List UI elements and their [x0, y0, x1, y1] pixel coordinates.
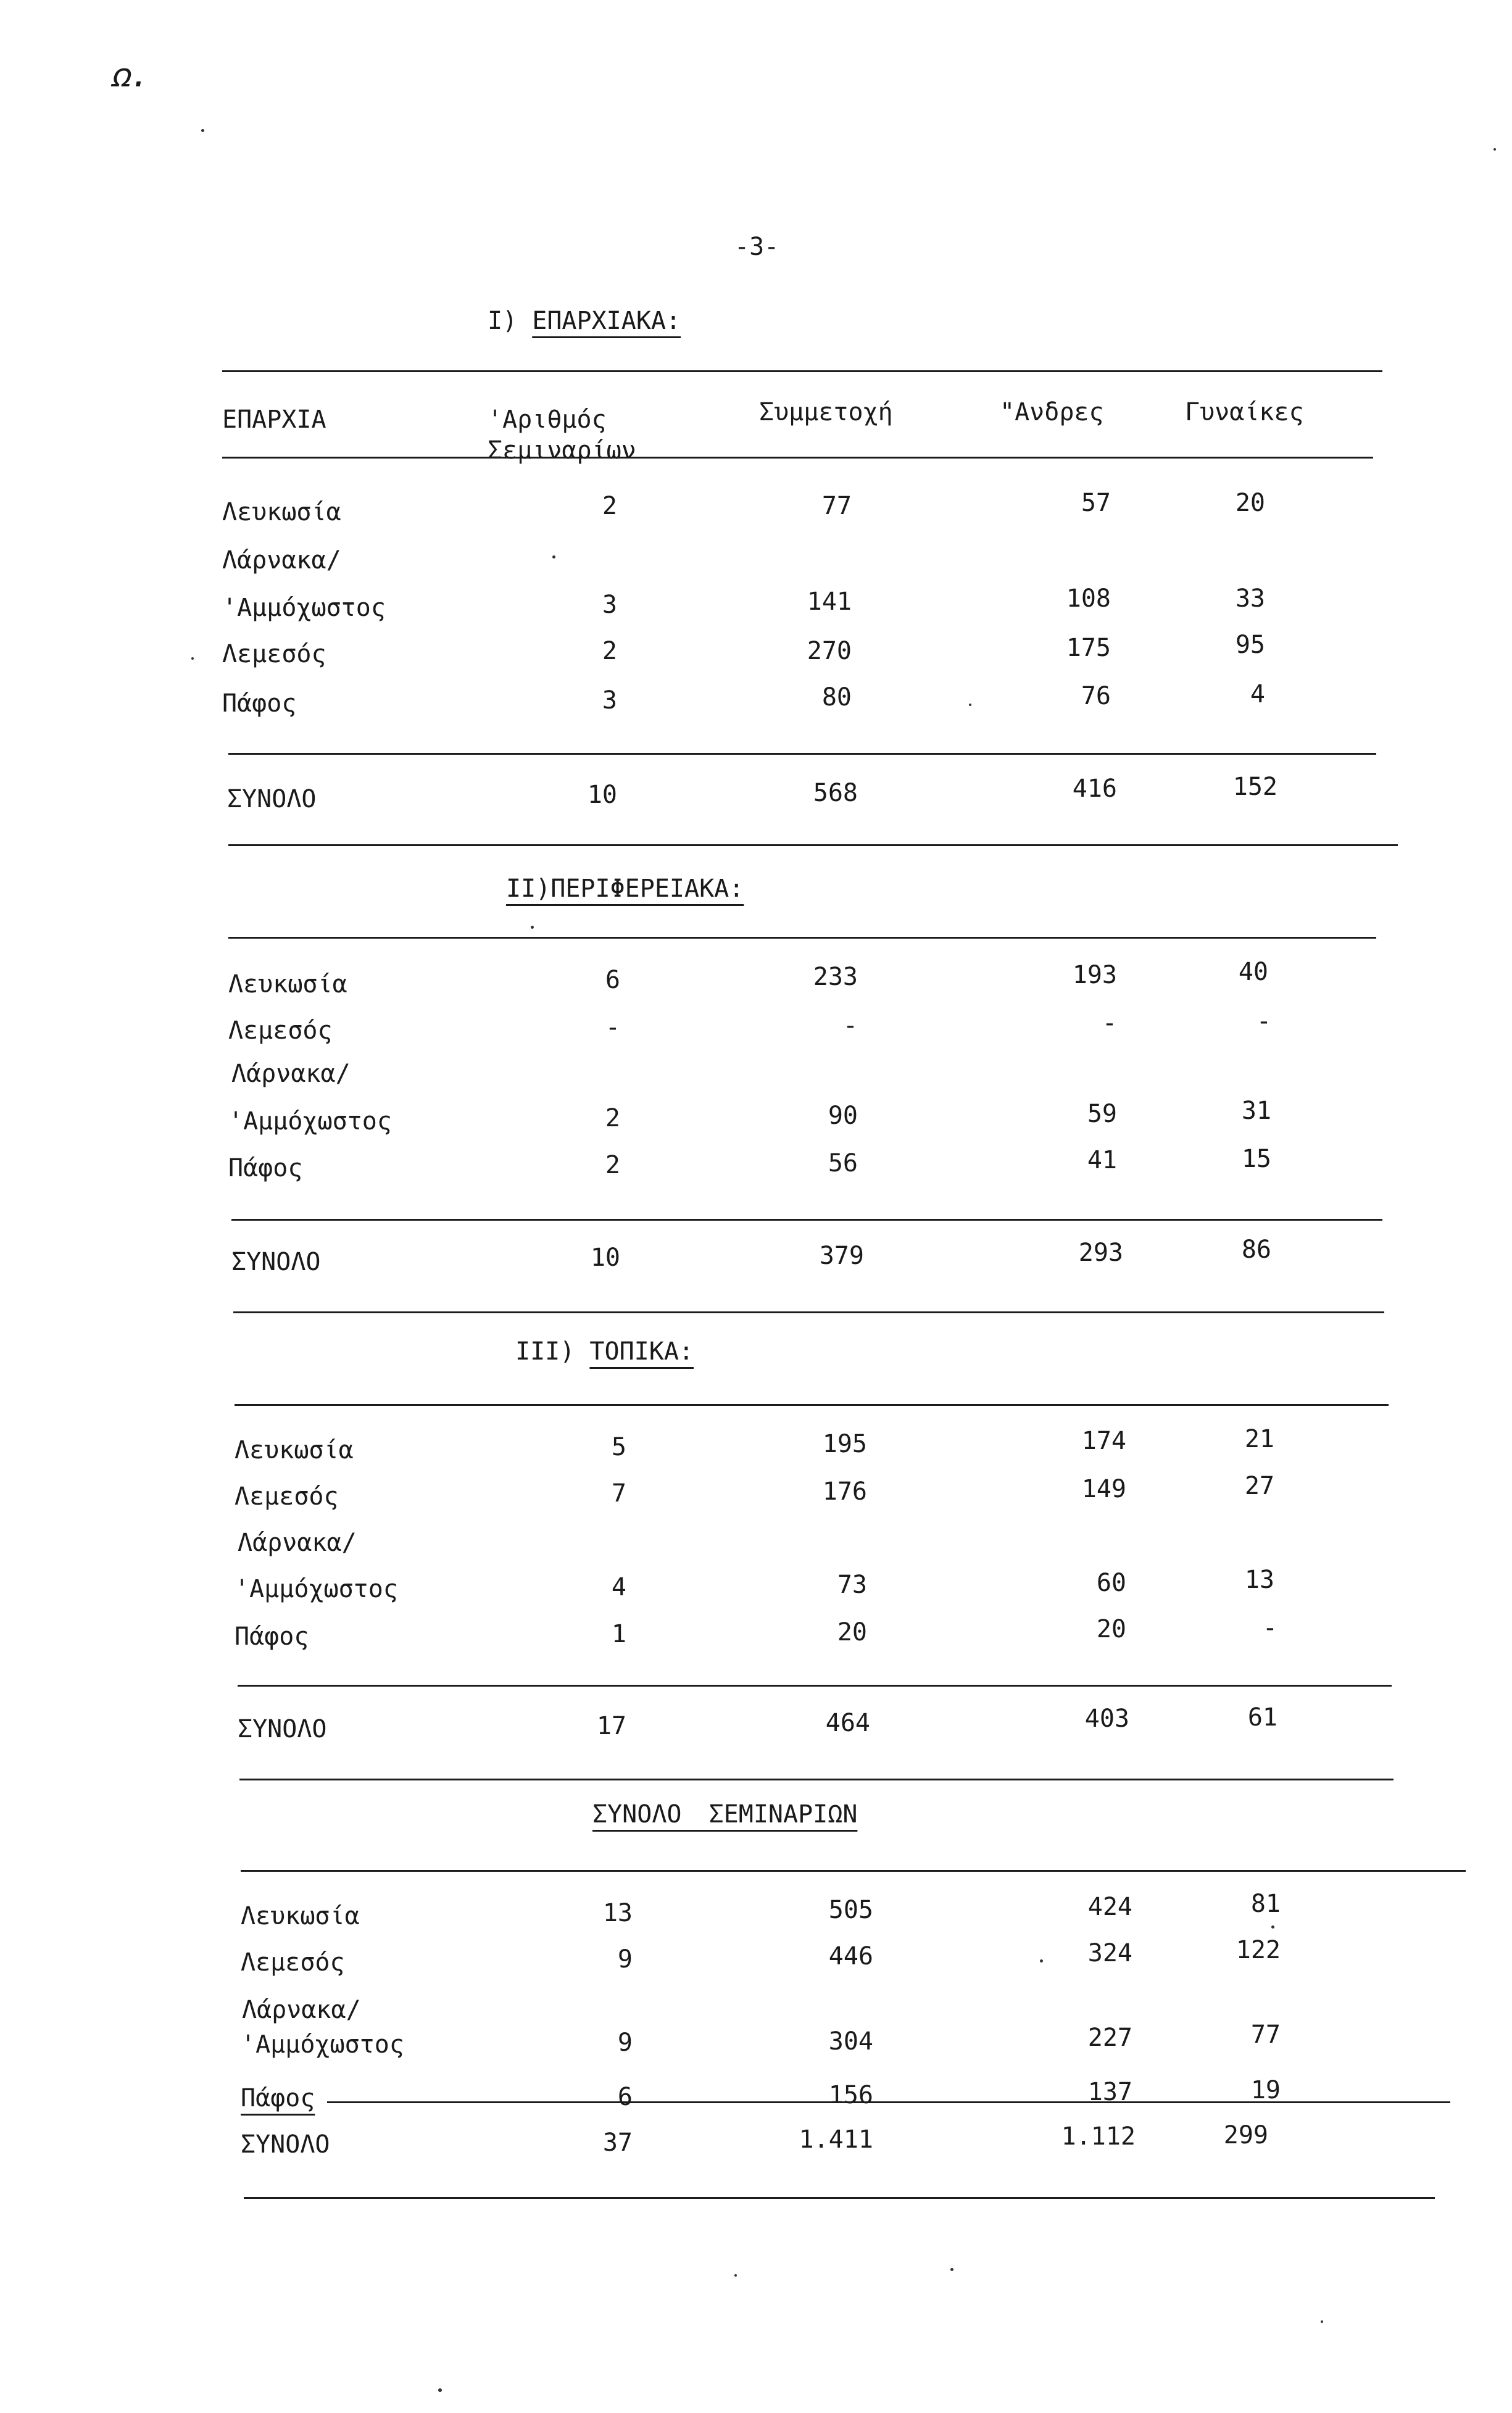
section-3-title-text: ΤΟΠΙΚΑ: — [589, 1337, 694, 1366]
header-seminars-line1: 'Αριθμός — [488, 405, 607, 434]
row-attendance: 505 — [828, 1896, 873, 1924]
total-label: ΣΥΝΟΛΟ — [231, 1248, 321, 1276]
row-women: 4 — [1250, 680, 1265, 708]
row-attendance: 233 — [813, 963, 858, 991]
scan-speck — [1321, 2320, 1323, 2323]
row-men: 76 — [1081, 682, 1111, 710]
total-attendance: 379 — [819, 1242, 864, 1270]
row-men: 57 — [1081, 489, 1111, 517]
row-attendance: 176 — [822, 1477, 867, 1506]
row-name: Πάφος — [235, 1622, 309, 1651]
scan-speck — [531, 926, 534, 929]
row-attendance: 156 — [828, 2081, 873, 2109]
scan-speck — [950, 2268, 953, 2271]
row-women: 27 — [1244, 1472, 1274, 1500]
rule-header-1 — [222, 457, 1373, 459]
total-men: 416 — [1072, 775, 1117, 803]
total-label: ΣΥΝΟΛΟ — [227, 785, 317, 813]
rule-bottom-1 — [228, 844, 1398, 846]
row-seminars: 3 — [602, 686, 617, 715]
section-2-title: ΙΙ)ΠΕΡΙΦΕΡΕΙΑΚΑ: — [506, 874, 744, 903]
header-men: "Ανδρες — [1000, 398, 1104, 426]
row-name: Λευκωσία — [241, 1902, 360, 1930]
scan-speck — [969, 704, 971, 706]
total-attendance: 464 — [825, 1709, 870, 1737]
row-attendance: 73 — [837, 1571, 867, 1599]
row-women: 15 — [1241, 1145, 1271, 1173]
total-seminars: 10 — [587, 781, 617, 809]
row-women: - — [1262, 1614, 1277, 1642]
row-seminars: 9 — [617, 2029, 633, 2057]
row-men: 137 — [1087, 2078, 1132, 2106]
rule-top-3 — [235, 1404, 1389, 1406]
total-attendance: 1.411 — [799, 2125, 873, 2154]
row-women: 77 — [1250, 2021, 1281, 2049]
row-men: 174 — [1081, 1427, 1126, 1455]
row-seminars: 6 — [617, 2083, 633, 2111]
row-attendance: 446 — [828, 1942, 873, 1971]
row-attendance: 141 — [807, 588, 852, 616]
header-attendance: Συμμετοχή — [759, 398, 893, 426]
row-men: 108 — [1066, 584, 1111, 613]
row-name: Λευκωσία — [228, 970, 347, 999]
row-name: 'Αμμόχωστος — [235, 1575, 398, 1603]
total-men: 293 — [1078, 1239, 1123, 1267]
row-name: Πάφος — [241, 2084, 315, 2112]
row-attendance: 20 — [837, 1618, 867, 1647]
page-number: -3- — [734, 233, 779, 261]
row-men: 41 — [1087, 1146, 1117, 1174]
row-attendance: - — [842, 1011, 858, 1040]
row-name: Λεμεσός — [241, 1948, 345, 1977]
header-women: Γυναίκες — [1185, 398, 1304, 426]
rule-total-3 — [238, 1685, 1392, 1687]
rule-bottom-3 — [239, 1779, 1394, 1780]
total-seminars: 37 — [602, 2129, 633, 2157]
scan-speck — [201, 129, 204, 132]
row-women: 19 — [1250, 2076, 1281, 2104]
row-seminars: 13 — [602, 1899, 633, 1927]
row-name: Λεμεσός — [222, 640, 326, 668]
corner-mark: ꭥ. — [110, 56, 151, 94]
scan-speck — [438, 2388, 442, 2392]
scan-speck — [1493, 148, 1496, 151]
section-4-title: ΣΥΝΟΛΟ ΣΕΜΙΝΑΡΙΩΝ — [592, 1800, 858, 1829]
row-men: 60 — [1096, 1569, 1126, 1597]
row-seminars: 2 — [605, 1104, 620, 1132]
row-name: Λεμεσός — [235, 1482, 339, 1511]
rule-total-4 — [327, 2101, 1450, 2103]
row-women: 81 — [1250, 1890, 1281, 1918]
total-label: ΣΥΝΟΛΟ — [238, 1715, 327, 1743]
row-men: 193 — [1072, 961, 1117, 989]
scan-speck — [552, 555, 555, 559]
row-seminars: 2 — [605, 1151, 620, 1179]
row-attendance: 195 — [822, 1430, 867, 1458]
row-name: Πάφος — [228, 1154, 303, 1182]
total-men: 1.112 — [1061, 2122, 1136, 2151]
row-name: Λευκωσία — [222, 498, 341, 526]
row-seminars: 2 — [602, 492, 617, 520]
row-women: 31 — [1241, 1097, 1271, 1125]
row-name: Λεμεσός — [228, 1016, 333, 1045]
rule-bottom-2 — [233, 1311, 1384, 1313]
row-name-line1: Λάρνακα/ — [242, 1996, 361, 2024]
row-women: 21 — [1244, 1425, 1274, 1453]
total-women: 61 — [1247, 1703, 1277, 1732]
row-seminars: - — [605, 1013, 620, 1042]
row-men: 324 — [1087, 1939, 1132, 1967]
row-name: 'Αμμόχωστος — [222, 594, 386, 622]
row-women: 95 — [1235, 631, 1265, 659]
row-name-line1: Λάρνακα/ — [231, 1060, 351, 1088]
row-name-line1: Λάρνακα/ — [222, 546, 341, 575]
row-attendance: 270 — [807, 637, 852, 665]
row-seminars: 9 — [617, 1945, 633, 1974]
rule-top-2 — [228, 937, 1376, 939]
total-seminars: 10 — [590, 1244, 620, 1272]
row-men: 424 — [1087, 1893, 1132, 1921]
scan-speck — [734, 2274, 737, 2277]
rule-top-1 — [222, 370, 1382, 372]
row-seminars: 4 — [611, 1573, 626, 1601]
row-seminars: 2 — [602, 637, 617, 665]
header-district: ΕΠΑΡΧΙΑ — [222, 405, 326, 434]
row-men: 227 — [1087, 2024, 1132, 2052]
row-men: 20 — [1096, 1615, 1126, 1643]
row-men: 149 — [1081, 1475, 1126, 1503]
total-seminars: 17 — [596, 1712, 626, 1740]
row-name: 'Αμμόχωστος — [241, 2030, 404, 2059]
rule-total-1 — [228, 753, 1376, 755]
total-women: 299 — [1223, 2121, 1268, 2149]
scan-speck — [1271, 1925, 1274, 1929]
row-women: 40 — [1238, 958, 1268, 986]
rule-bottom-4 — [244, 2197, 1435, 2199]
section-3-title — [515, 1339, 694, 1364]
row-attendance: 304 — [828, 2027, 873, 2056]
row-men: - — [1102, 1009, 1117, 1037]
section-1-title-text: ΕΠΑΡΧΙΑΚΑ: — [532, 307, 681, 335]
row-women: - — [1256, 1007, 1271, 1036]
row-name: 'Αμμόχωστος — [228, 1107, 392, 1136]
row-attendance: 56 — [828, 1149, 858, 1177]
row-attendance: 80 — [821, 683, 852, 712]
header-seminars-line2: Σεμιναρίων — [488, 436, 636, 465]
row-attendance: 77 — [821, 492, 852, 520]
rule-total-2 — [231, 1219, 1382, 1221]
scan-speck — [1040, 1959, 1043, 1962]
row-men: 175 — [1066, 634, 1111, 662]
row-seminars: 5 — [611, 1433, 626, 1461]
row-name: Λευκωσία — [235, 1436, 354, 1464]
row-women: 122 — [1236, 1936, 1281, 1964]
section-1-title: Ι) ΕΠΑΡΧΙΑΚΑ: — [488, 307, 681, 335]
row-seminars: 3 — [602, 591, 617, 619]
row-seminars: 6 — [605, 966, 620, 994]
total-men: 403 — [1084, 1705, 1129, 1733]
scan-speck — [191, 657, 194, 660]
row-seminars: 7 — [611, 1479, 626, 1508]
row-men: 59 — [1087, 1100, 1117, 1128]
row-seminars: 1 — [611, 1620, 626, 1648]
rule-top-4 — [241, 1870, 1466, 1872]
row-women: 20 — [1235, 489, 1265, 517]
total-women: 86 — [1241, 1236, 1271, 1264]
row-women: 33 — [1235, 584, 1265, 613]
total-attendance: 568 — [813, 779, 858, 807]
total-label: ΣΥΝΟΛΟ — [241, 2130, 330, 2159]
row-name-line1: Λάρνακα/ — [238, 1529, 357, 1557]
row-attendance: 90 — [828, 1102, 858, 1130]
total-women: 152 — [1232, 773, 1277, 801]
section-3-title-prefix: ΙΙΙ) — [515, 1337, 575, 1366]
row-name: Πάφος — [222, 689, 297, 718]
row-women: 13 — [1244, 1566, 1274, 1594]
